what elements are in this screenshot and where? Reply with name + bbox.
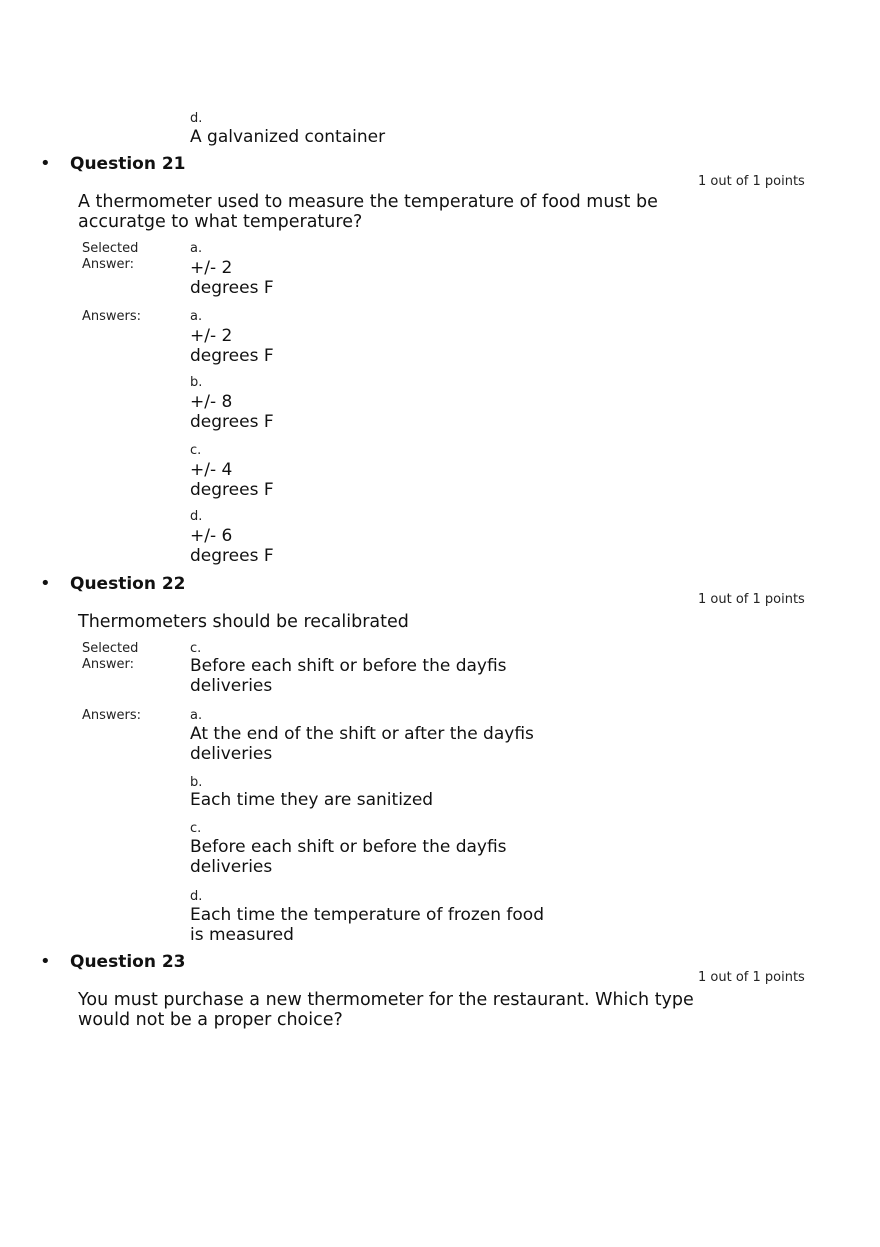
option-text: A galvanized container: [190, 127, 386, 147]
answer-option-text: Each time the temperature of frozen food: [190, 905, 544, 925]
answer-option-text: Each time they are sanitized: [190, 790, 434, 810]
answer-option-text: +/- 8: [190, 392, 233, 412]
question-text-line-1: A thermometer used to measure the temperature of food must be: [78, 192, 658, 212]
answer-option-text-line-2: degrees F: [190, 346, 274, 366]
bullet-icon: •: [40, 951, 51, 972]
question-points: 1 out of 1 points: [698, 592, 805, 607]
answer-option-text-line-2: deliveries: [190, 744, 273, 764]
answer-option-letter: b.: [190, 375, 203, 390]
selected-answer-label-line-2: Answer:: [82, 657, 135, 672]
selected-answer-label: Selected: [82, 641, 139, 656]
selected-answer-letter: a.: [190, 241, 203, 256]
answer-option-text: At the end of the shift or after the dayfis: [190, 724, 534, 744]
answer-option-text: +/- 6: [190, 526, 233, 546]
answer-option-text-line-2: degrees F: [190, 546, 274, 566]
question-text-line-2: accuratge to what temperature?: [78, 212, 363, 232]
question-text-line-1: Thermometers should be recalibrated: [78, 612, 409, 632]
answer-option-letter: a.: [190, 309, 203, 324]
answer-option-text-line-2: degrees F: [190, 480, 274, 500]
answer-option-text-line-2: deliveries: [190, 857, 273, 877]
answers-label: Answers:: [82, 309, 142, 324]
bullet-icon: •: [40, 573, 51, 594]
answer-option-text: Before each shift or before the dayfis: [190, 837, 507, 857]
answer-option-letter: c.: [190, 821, 202, 836]
answer-option-text-line-2: is measured: [190, 925, 294, 945]
answer-option-text-line-2: degrees F: [190, 412, 274, 432]
question-text-line-1: You must purchase a new thermometer for the restaurant. Which type: [78, 990, 694, 1010]
question-title: Question 21: [70, 154, 186, 174]
question-title: Question 22: [70, 574, 186, 594]
selected-answer-text-line-2: deliveries: [190, 676, 273, 696]
answer-option-letter: d.: [190, 889, 203, 904]
question-text-line-2: would not be a proper choice?: [78, 1010, 343, 1030]
bullet-icon: •: [40, 153, 51, 174]
answer-option-text: +/- 2: [190, 326, 233, 346]
answer-option-letter: b.: [190, 775, 203, 790]
selected-answer-text: Before each shift or before the dayfis: [190, 656, 507, 676]
question-points: 1 out of 1 points: [698, 970, 805, 985]
answer-option-text: +/- 4: [190, 460, 233, 480]
answer-option-letter: d.: [190, 509, 203, 524]
selected-answer-letter: c.: [190, 641, 202, 656]
question-title: Question 23: [70, 952, 186, 972]
selected-answer-text-line-2: degrees F: [190, 278, 274, 298]
selected-answer-label-line-2: Answer:: [82, 257, 135, 272]
selected-answer-text: +/- 2: [190, 258, 233, 278]
question-points: 1 out of 1 points: [698, 174, 805, 189]
selected-answer-label: Selected: [82, 241, 139, 256]
answers-label: Answers:: [82, 708, 142, 723]
answer-option-letter: c.: [190, 443, 202, 458]
option-letter: d.: [190, 111, 203, 126]
answer-option-letter: a.: [190, 708, 203, 723]
